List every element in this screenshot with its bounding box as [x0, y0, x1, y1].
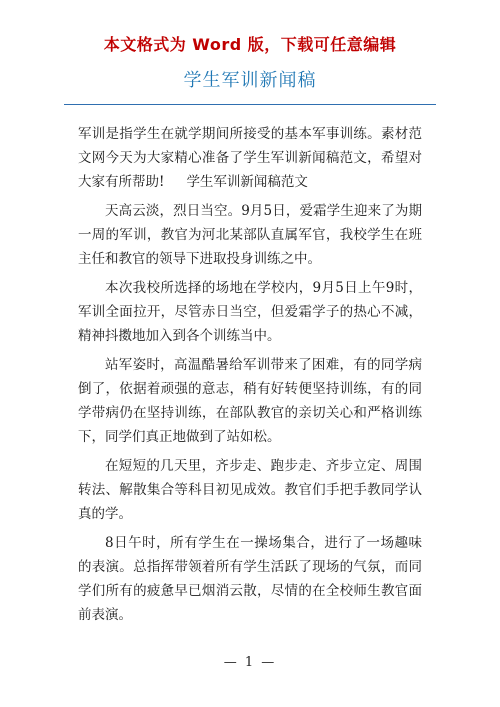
page-title: 学生军训新闻稿	[183, 70, 317, 91]
paragraph-2: 本次我校所选择的场地在学校内，9月5日上午9时，军训全面拉开，尽管赤日当空，但爱霜学子的热心不减，精神抖擞地加入到各个训练当中。	[78, 280, 422, 344]
download-banner: 本文格式为 Word 版，下载可任意编辑	[103, 35, 397, 54]
paragraph-4: 在短短的几天里，齐步走、跑步走、齐步立定、周围转法、解散集合等科目初见成效。教官们手把手教同学认真的学。	[78, 458, 422, 522]
paragraph-5: 8日午时，所有学生在一操场集合，进行了一场趣味的表演。总指挥带领着所有学生活跃了现场的气氛，而同学们所有的疲惫早已烟消云散，尽情的在全校师生教官面前表演。	[78, 535, 422, 623]
paragraph-3: 站军姿时，高温酷暑给军训带来了困难，有的同学病倒了，依据着顽强的意志，稍有好转便坚持训练，有的同学带病仍在坚持训练，在部队教官的亲切关心和严格训练下，同学们真正地做到了站如松。	[78, 357, 422, 445]
intro-subtitle: 学生军训新闻稿范文	[186, 174, 308, 190]
intro-paragraph	[78, 122, 422, 194]
title-divider	[64, 104, 436, 105]
intro-text: 军训是指学生在就学期间所接受的基本军事训练。素材范文网今天为大家精心准备了学生军训新闻稿范文，希望对大家有所帮助!	[78, 126, 422, 190]
paragraph-1: 天高云淡，烈日当空。9月5日，爱霜学生迎来了为期一周的军训，教官为河北某部队直属军官，我校学生在班主任和教官的领导下进取投身训练之中。	[78, 203, 422, 267]
document-body	[78, 122, 422, 632]
page-number: — 1 —	[223, 655, 277, 670]
